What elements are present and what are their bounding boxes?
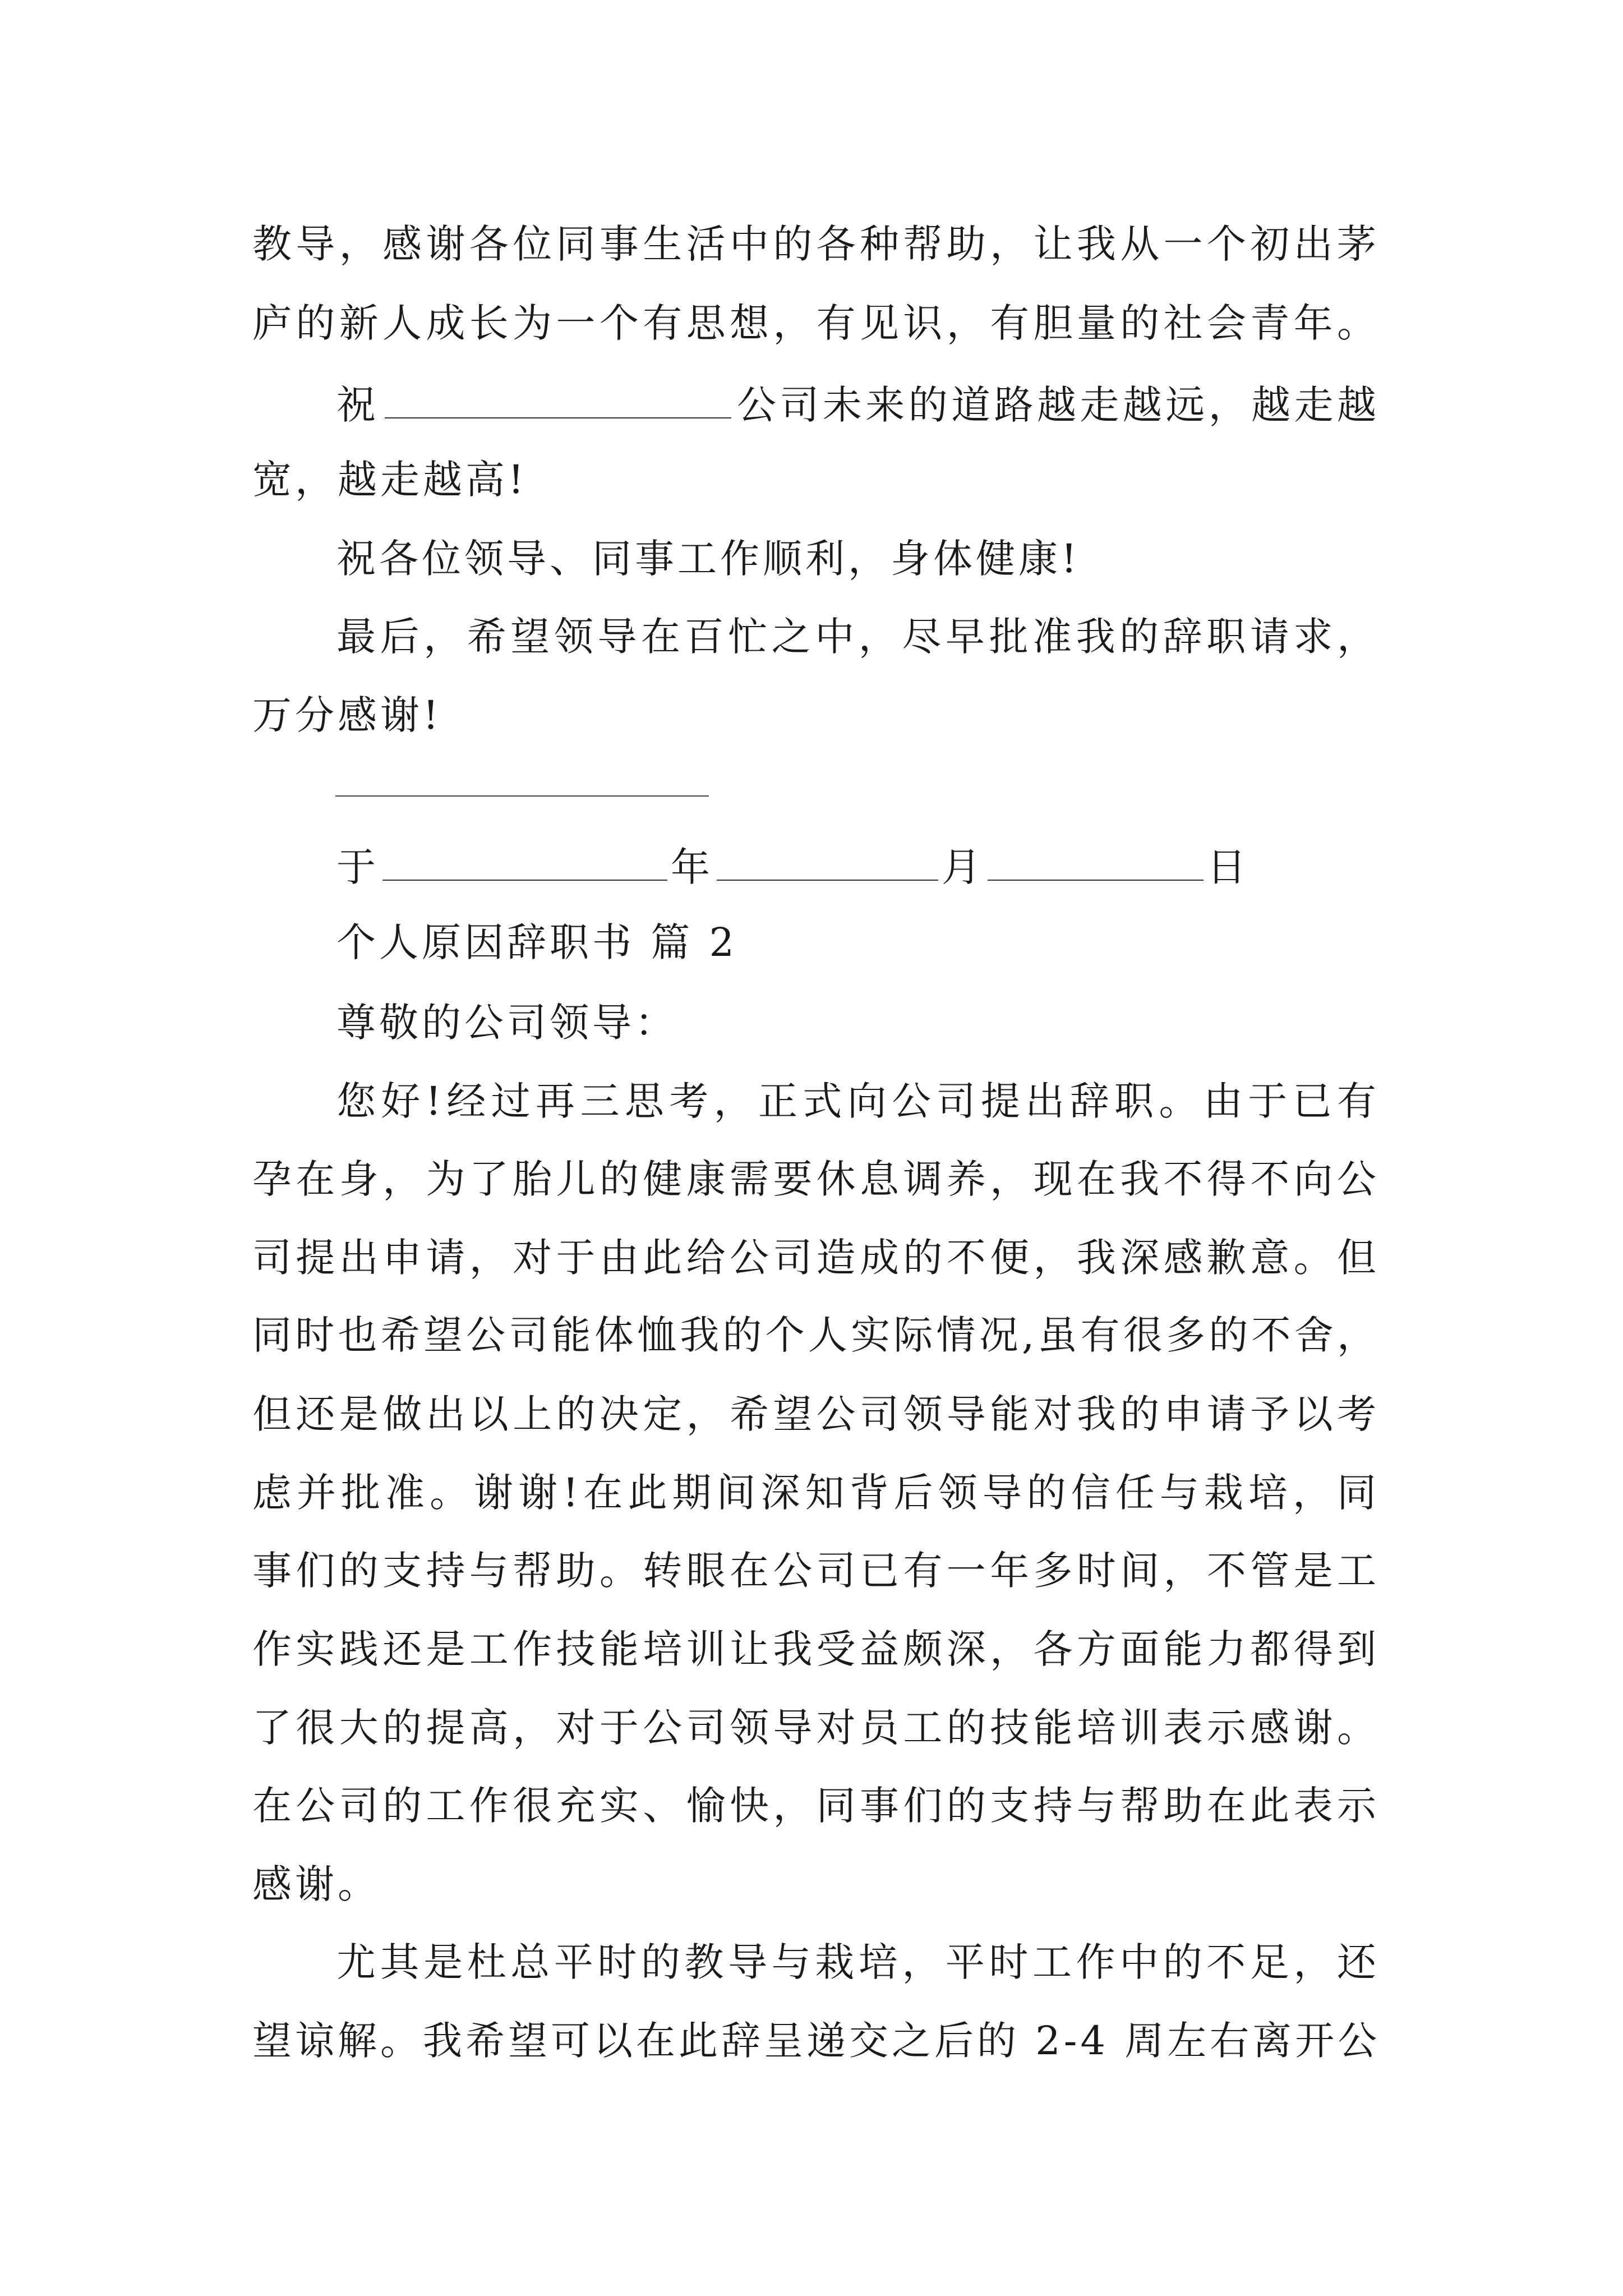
day-label: 日 <box>1207 844 1249 890</box>
month-blank <box>717 845 938 881</box>
paragraph-line: 孕在身，为了胎儿的健康需要休息调养，现在我不得不向公 <box>252 1156 1380 1202</box>
salutation: 尊敬的公司领导： <box>336 1000 677 1046</box>
paragraph-line: 宽，越走越高! <box>252 457 528 503</box>
paragraph-line: 虑并批准。谢谢!在此期间深知背后领导的信任与栽培，同 <box>252 1470 1380 1516</box>
day-blank <box>988 845 1204 881</box>
paragraph-line: 感谢。 <box>252 1861 380 1907</box>
year-blank <box>382 845 667 881</box>
section-heading: 个人原因辞职书 篇 2 <box>336 919 738 965</box>
paragraph-line: 但还是做出以上的决定，希望公司领导能对我的申请予以考 <box>252 1391 1380 1437</box>
paragraph-line: 您好!经过再三思考，正式向公司提出辞职。由于已有 <box>336 1078 1380 1124</box>
paragraph-line: 了很大的提高，对于公司领导对员工的技能培训表示感谢。 <box>252 1705 1380 1751</box>
company-name-blank <box>385 383 731 418</box>
paragraph-line: 尤其是杜总平时的教导与栽培，平时工作中的不足，还 <box>336 1939 1380 1985</box>
paragraph-line: 作实践还是工作技能培训让我受益颇深，各方面能力都得到 <box>252 1626 1380 1672</box>
paragraph-line: 司提出申请，对于由此给公司造成的不便，我深感歉意。但 <box>252 1235 1380 1281</box>
signature-line <box>335 795 709 797</box>
paragraph-line: 万分感谢! <box>252 692 442 738</box>
wish-prefix: 祝 <box>336 382 379 428</box>
year-label: 年 <box>671 844 713 890</box>
paragraph-line: 事们的支持与帮助。转眼在公司已有一年多时间，不管是工 <box>252 1548 1380 1594</box>
wish-suffix: 公司未来的道路越走越远，越走越 <box>737 382 1380 428</box>
paragraph-line: 同时也希望公司能体恤我的个人实际情况,虽有很多的不舍， <box>252 1312 1380 1358</box>
wish-line <box>336 382 1380 428</box>
paragraph-line: 在公司的工作很充实、愉快，同事们的支持与帮助在此表示 <box>252 1783 1380 1829</box>
paragraph-line: 教导，感谢各位同事生活中的各种帮助，让我从一个初出茅 <box>252 221 1380 267</box>
paragraph-line: 祝各位领导、同事工作顺利，身体健康! <box>336 536 1081 582</box>
paragraph-line: 最后，希望领导在百忙之中，尽早批准我的辞职请求， <box>336 614 1380 660</box>
month-label: 月 <box>942 844 984 890</box>
date-prefix: 于 <box>336 844 379 890</box>
date-line <box>336 844 1464 890</box>
paragraph-line: 望谅解。我希望可以在此辞呈递交之后的 2-4 周左右离开公 <box>252 2018 1381 2064</box>
paragraph-line: 庐的新人成长为一个有思想，有见识，有胆量的社会青年。 <box>252 300 1380 346</box>
